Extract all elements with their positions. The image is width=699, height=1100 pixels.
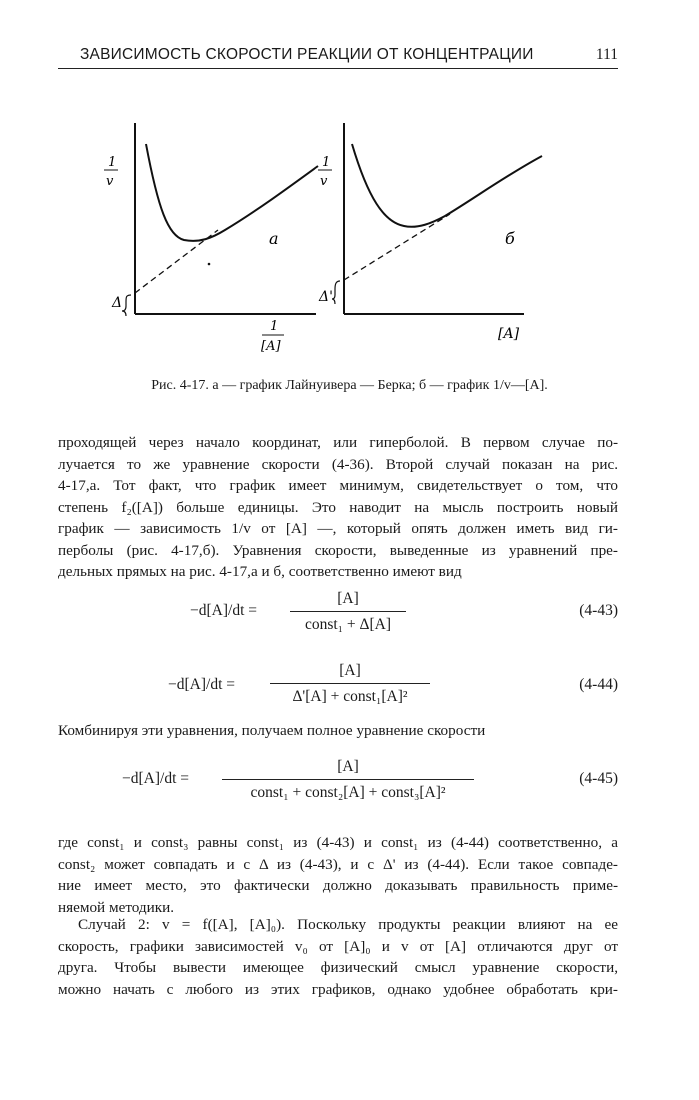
paragraph-1-line: график — зависимость 1/v от [A] —, который опять должен иметь вид ги- (58, 520, 618, 537)
equation-lhs: −d[A]/dt = (168, 676, 235, 693)
equation-denominator: const₁ + Δ[A] (290, 611, 406, 634)
paragraph-3-line: где const₁ и const₃ равны const₁ из (4-43) и const₁ из (4-44) соответственно, а (58, 834, 618, 851)
panel-b-y-label-num: 1 (322, 155, 331, 170)
equation-denominator: Δ'[A] + const₁[A]² (270, 683, 430, 706)
panel-a-curve (146, 144, 318, 241)
equation-4-44 (58, 660, 618, 720)
figure-4-17 (100, 118, 560, 368)
paragraph-3-line: няемой методики. (58, 898, 175, 916)
paragraph-1 (58, 432, 618, 583)
panel-a-limit-line (135, 230, 218, 293)
paragraph-4-line: друга. Чтобы вывести имеющее физический смысл уравнение скорости, (58, 959, 618, 976)
paragraph-1-line: дельных прямых на рис. 4-17,а и б, соответственно имеют вид (58, 563, 462, 580)
paragraph-4-line: скорость, графики зависимостей v₀ от [A]₀ и v от [A] отличаются друг от (58, 937, 618, 955)
equation-fraction (222, 758, 474, 802)
equation-4-43 (58, 588, 618, 648)
panel-a-y-label-num: 1 (108, 155, 117, 170)
panel-a-x-label-den: [A] (261, 339, 281, 354)
panel-b-curve (352, 144, 542, 227)
equation-number: (4-44) (579, 676, 618, 693)
paragraph-2: Комбинируя эти уравнения, получаем полное уравнение скорости (58, 722, 486, 739)
paragraph-3-line: const₂ может совпадать и с Δ из (4-43), и с Δ' из (4-44). Если такое совпаде- (58, 855, 618, 873)
paragraph-3 (58, 832, 618, 918)
equation-number: (4-43) (579, 602, 618, 619)
header-title: ЗАВИСИМОСТЬ СКОРОСТИ РЕАКЦИИ ОТ КОНЦЕНТРАЦИИ (80, 46, 534, 63)
paragraph-1-line: лучается то же уравнение скорости (4-36). Второй случай показан на рис. (58, 455, 618, 473)
page-number: 111 (595, 46, 618, 63)
paragraph-1-line: 4-17,а. Тот факт, что график имеет минимум, свидетельствует о том, что (58, 477, 618, 494)
paragraph-3-line: ние имеет место, это фактически должно доказывать правильность приме- (58, 877, 618, 894)
panel-b-y-label-den: v (320, 174, 328, 189)
equation-4-45 (58, 758, 618, 818)
panel-a-intercept-brace (122, 295, 131, 316)
equation-fraction (270, 662, 430, 706)
equation-number: (4-45) (579, 770, 618, 787)
panel-b-intercept-label: Δ' (319, 289, 333, 305)
panel-a-y-label-den: v (106, 174, 114, 189)
paragraph-1-line: перболы (рис. 4-17,б). Уравнения скорости, выведенные из уравнений пре- (58, 541, 618, 559)
paragraph-1-line: степень f₂([A]) больше единицы. Это наводит на мысль построить новый (58, 498, 618, 516)
panel-a-x-label-num: 1 (270, 319, 279, 334)
paragraph-4-line: Случай 2: v = f([A], [A]₀). Поскольку продукты реакции влияют на ее (78, 916, 618, 933)
panel-b-letter: б (505, 229, 515, 248)
equation-lhs: −d[A]/dt = (190, 602, 257, 619)
panel-b-x-label: [A] (498, 326, 520, 342)
equation-numerator: [A] (339, 662, 361, 679)
equation-fraction (290, 590, 406, 634)
paragraph-4-line: можно начать с любого из этих графиков, однако удобнее обработать кри- (58, 980, 618, 998)
panel-b-intercept-brace (332, 281, 340, 304)
equation-numerator: [A] (337, 590, 359, 607)
panel-b (318, 123, 542, 342)
equation-denominator: const₁ + const₂[A] + const₃[A]² (222, 779, 474, 802)
panel-a (104, 123, 318, 354)
panel-a-dot (208, 263, 211, 266)
paragraph-1-line: проходящей через начало координат, или гиперболой. В первом случае по- (58, 434, 618, 451)
running-header (58, 44, 618, 69)
equation-numerator: [A] (337, 758, 359, 775)
figure-caption: Рис. 4-17. а — график Лайнуивера — Берка; б — график 1/v—[A]. (151, 378, 548, 393)
equation-lhs: −d[A]/dt = (122, 770, 189, 787)
panel-a-letter: а (269, 229, 279, 248)
paragraph-4 (58, 914, 618, 1000)
panel-a-intercept-label: Δ (112, 295, 123, 311)
